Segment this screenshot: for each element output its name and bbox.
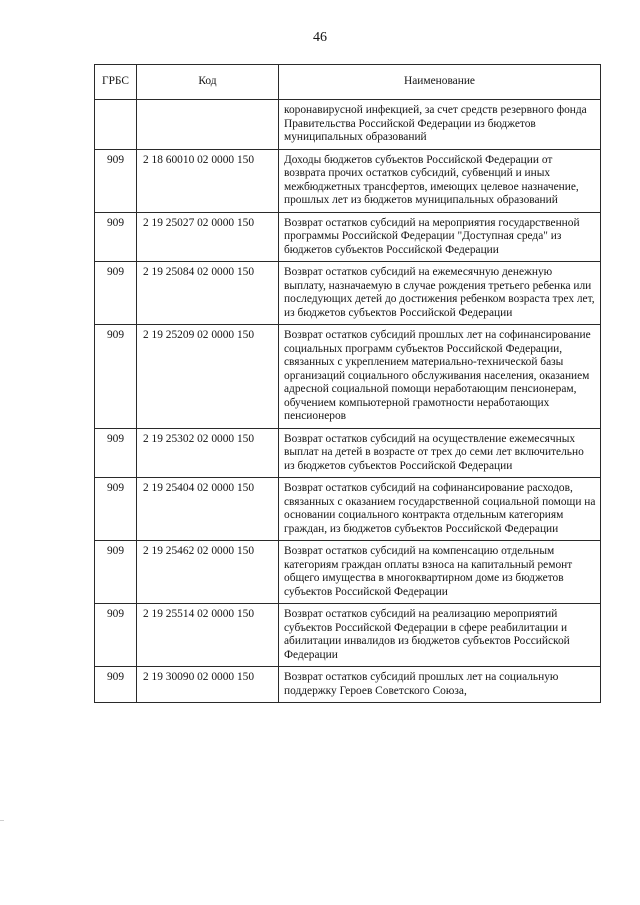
table-row [95, 478, 601, 541]
header-name: Наименование [279, 65, 601, 100]
cell-code: 2 19 25027 02 0000 150 [137, 212, 279, 262]
cell-code: 2 18 60010 02 0000 150 [137, 149, 279, 212]
scan-mark [0, 820, 4, 821]
cell-code: 2 19 25084 02 0000 150 [137, 262, 279, 325]
cell-grbs: 909 [95, 149, 137, 212]
table-row [95, 100, 601, 150]
table-row [95, 541, 601, 604]
classification-table [94, 64, 601, 703]
table-row [95, 212, 601, 262]
cell-grbs: 909 [95, 262, 137, 325]
header-code: Код [137, 65, 279, 100]
page-number: 46 [313, 30, 327, 45]
cell-code: 2 19 25404 02 0000 150 [137, 478, 279, 541]
header-row [95, 65, 601, 100]
cell-name: Возврат остатков субсидий на осуществление ежемесячных выплат на детей в возрасте от трех до семи лет включительно из бюджетов субъектов Российской Федерации [279, 428, 601, 478]
table-row [95, 428, 601, 478]
table-body [95, 100, 601, 703]
table-row [95, 604, 601, 667]
cell-grbs: 909 [95, 541, 137, 604]
cell-name: Возврат остатков субсидий прошлых лет на социальную поддержку Героев Советского Союза, [279, 667, 601, 703]
table-row [95, 325, 601, 429]
table-row [95, 262, 601, 325]
cell-name: Возврат остатков субсидий на софинансирование расходов, связанных с оказанием государственной социальной помощи на основании социального контракта отдельным категориям граждан, из бюджетов субъектов Российской Федерации [279, 478, 601, 541]
cell-grbs: 909 [95, 667, 137, 703]
header-grbs: ГРБС [95, 65, 137, 100]
cell-code: 2 19 30090 02 0000 150 [137, 667, 279, 703]
cell-code [137, 100, 279, 150]
table-row [95, 667, 601, 703]
cell-code: 2 19 25302 02 0000 150 [137, 428, 279, 478]
cell-grbs: 909 [95, 604, 137, 667]
cell-grbs: 909 [95, 428, 137, 478]
cell-code: 2 19 25462 02 0000 150 [137, 541, 279, 604]
cell-name: Возврат остатков субсидий на мероприятия государственной программы Российской Федерации "Доступная среда" из бюджетов субъектов Российской Федерации [279, 212, 601, 262]
table-header [95, 65, 601, 100]
cell-name: коронавирусной инфекцией, за счет средств резервного фонда Правительства Российской Федерации из бюджетов муниципальных образований [279, 100, 601, 150]
cell-grbs: 909 [95, 212, 137, 262]
cell-grbs: 909 [95, 325, 137, 429]
cell-name: Возврат остатков субсидий на реализацию мероприятий субъектов Российской Федерации в сфере реабилитации и абилитации инвалидов из бюджетов субъектов Российской Федерации [279, 604, 601, 667]
cell-name: Доходы бюджетов субъектов Российской Федерации от возврата прочих остатков субсидий, субвенций и иных межбюджетных трансфертов, имеющих целевое назначение, прошлых лет из бюджетов муниципальных образований [279, 149, 601, 212]
cell-name: Возврат остатков субсидий на компенсацию отдельным категориям граждан оплаты взноса на капитальный ремонт общего имущества в многоквартирном доме из бюджетов субъектов Российской Федерации [279, 541, 601, 604]
cell-grbs: 909 [95, 478, 137, 541]
cell-name: Возврат остатков субсидий на ежемесячную денежную выплату, назначаемую в случае рождения третьего ребенка или последующих детей до достижения ребенком возраста трех лет, из бюджетов субъектов Российской Федерации [279, 262, 601, 325]
table-row [95, 149, 601, 212]
cell-code: 2 19 25209 02 0000 150 [137, 325, 279, 429]
cell-code: 2 19 25514 02 0000 150 [137, 604, 279, 667]
cell-name: Возврат остатков субсидий прошлых лет на софинансирование социальных программ субъектов Российской Федерации, связанных с укреплением материально-технической базы организаций социального обслуживания населения, оказанием адресной социальной помощи неработающим пенсионерам, обучением компьютерной грамотности неработающих пенсионеров [279, 325, 601, 429]
cell-grbs [95, 100, 137, 150]
